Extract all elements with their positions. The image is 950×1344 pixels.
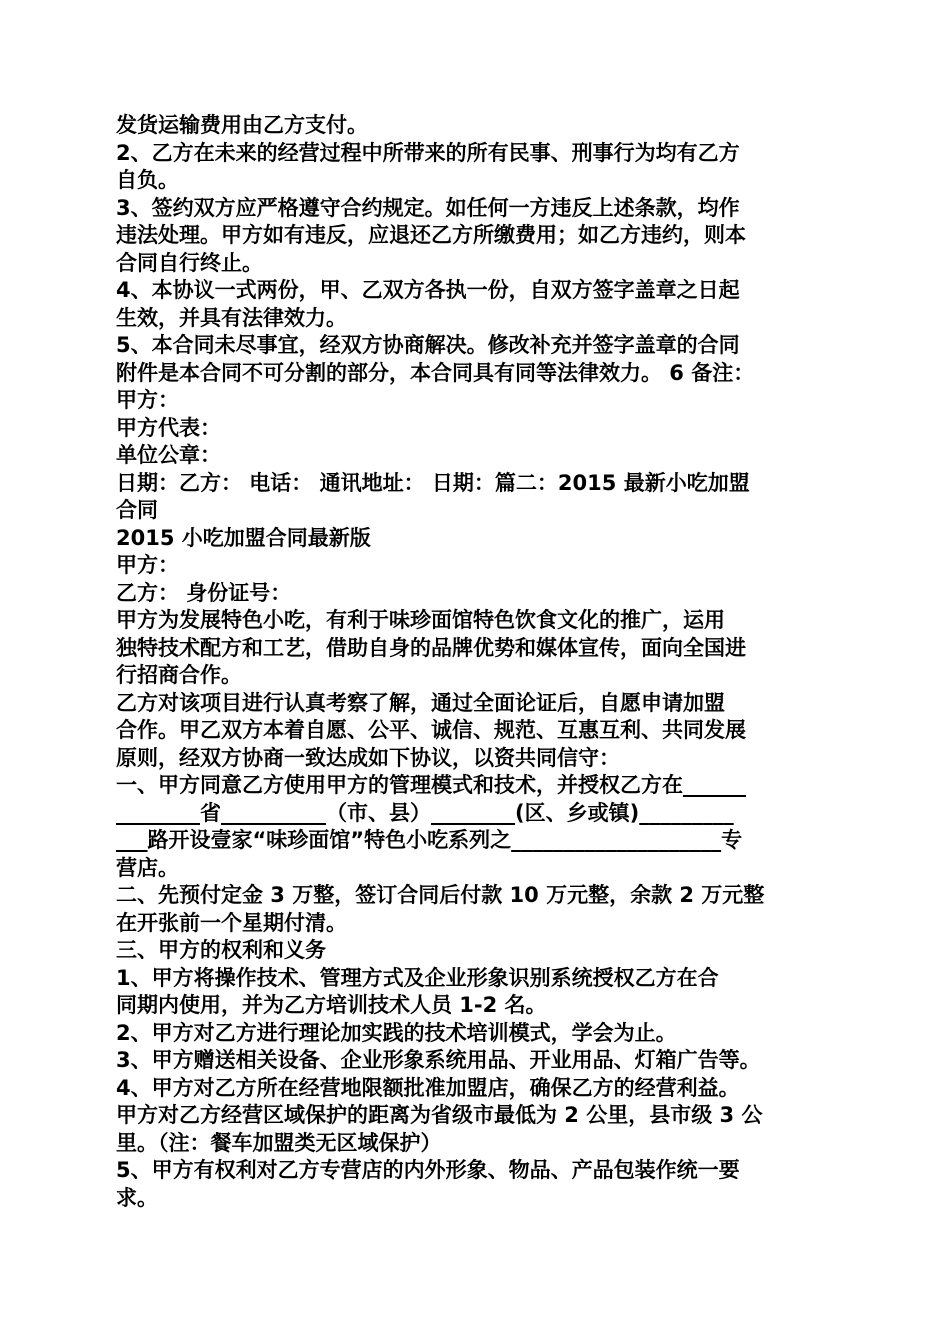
text-line: ________省__________（市、县）________(区、乡或镇)_________ — [116, 800, 734, 825]
text-line: 合同自行终止。 — [116, 250, 263, 275]
text-line: 附件是本合同不可分割的部分，本合同具有同等法律效力。 6 备注： — [116, 360, 755, 385]
text-line: 2、甲方对乙方进行理论加实践的技术培训模式，学会为止。 — [116, 1020, 677, 1045]
text-line: 合同 — [116, 498, 158, 522]
text-line: 同期内使用，并为乙方培训技术人员 1-2 名。 — [116, 993, 547, 1017]
text-line: 求。 — [116, 1185, 158, 1210]
text-line: 2、乙方在未来的经营过程中所带来的所有民事、刑事行为均有乙方 — [116, 140, 740, 165]
text-line: 乙方对该项目进行认真考察了解，通过全面论证后，自愿申请加盟 — [116, 690, 725, 715]
text-line: 3、甲方赠送相关设备、企业形象系统用品、开业用品、灯箱广告等。 — [116, 1048, 761, 1072]
text-line: 合作。甲乙双方本着自愿、公平、诚信、规范、互惠互利、共同发展 — [116, 718, 746, 742]
text-line: ___路开设壹家“味珍面馆”特色小吃系列之____________________专 — [116, 828, 743, 852]
text-line: 原则，经双方协商一致达成如下协议，以资共同信守： — [116, 745, 620, 770]
text-line: 甲方代表： — [116, 415, 221, 440]
text-line: 一、甲方同意乙方使用甲方的管理模式和技术，并授权乙方在______ — [116, 773, 746, 797]
text-line: 里。（注：餐车加盟类无区域保护） — [116, 1130, 442, 1155]
text-line: 营店。 — [116, 855, 179, 880]
text-line: 独特技术配方和工艺，借助自身的品牌优势和媒体宣传，面向全国进 — [116, 635, 746, 660]
text-line: 甲方： — [116, 388, 179, 412]
text-line: 生效，并具有法律效力。 — [116, 305, 347, 330]
text-line: 5、甲方有权利对乙方专营店的内外形象、物品、产品包装作统一要 — [116, 1158, 740, 1182]
text-line: 乙方： 身份证号： — [116, 580, 292, 605]
text-line: 在开张前一个星期付清。 — [116, 910, 347, 935]
text-line: 甲方为发展特色小吃，有利于味珍面馆特色饮食文化的推广，运用 — [116, 608, 725, 632]
text-line: 单位公章： — [116, 443, 221, 467]
text-line: 二、先预付定金 3 万整，签订合同后付款 10 万元整，余款 2 万元整 — [116, 883, 765, 907]
document-page — [116, 112, 846, 1212]
text-line: 发货运输费用由乙方支付。 — [116, 113, 368, 137]
text-line: 4、本协议一式两份，甲、乙双方各执一份，自双方签字盖章之日起 — [116, 278, 740, 302]
text-line: 行招商合作。 — [116, 663, 242, 687]
text-line: 自负。 — [116, 168, 179, 192]
text-line: 5、本合同未尽事宜，经双方协商解决。修改补充并签字盖章的合同 — [116, 333, 740, 357]
text-line: 4、甲方对乙方所在经营地限额批准加盟店，确保乙方的经营利益。 — [116, 1075, 740, 1100]
text-line: 甲方： — [116, 553, 179, 577]
text-line: 1、甲方将操作技术、管理方式及企业形象识别系统授权乙方在合 — [116, 965, 719, 990]
text-line: 3、签约双方应严格遵守合约规定。如任何一方违反上述条款，均作 — [116, 195, 740, 220]
text-line: 三、甲方的权利和义务 — [116, 938, 326, 962]
text-line: 日期：乙方： 电话： 通讯地址： 日期：篇二：2015 最新小吃加盟 — [116, 470, 750, 495]
text-line: 甲方对乙方经营区域保护的距离为省级市最低为 2 公里，县市级 3 公 — [116, 1103, 763, 1127]
text-line: 2015 小吃加盟合同最新版 — [116, 525, 371, 550]
text-line: 违法处理。甲方如有违反，应退还乙方所缴费用；如乙方违约，则本 — [116, 223, 746, 247]
